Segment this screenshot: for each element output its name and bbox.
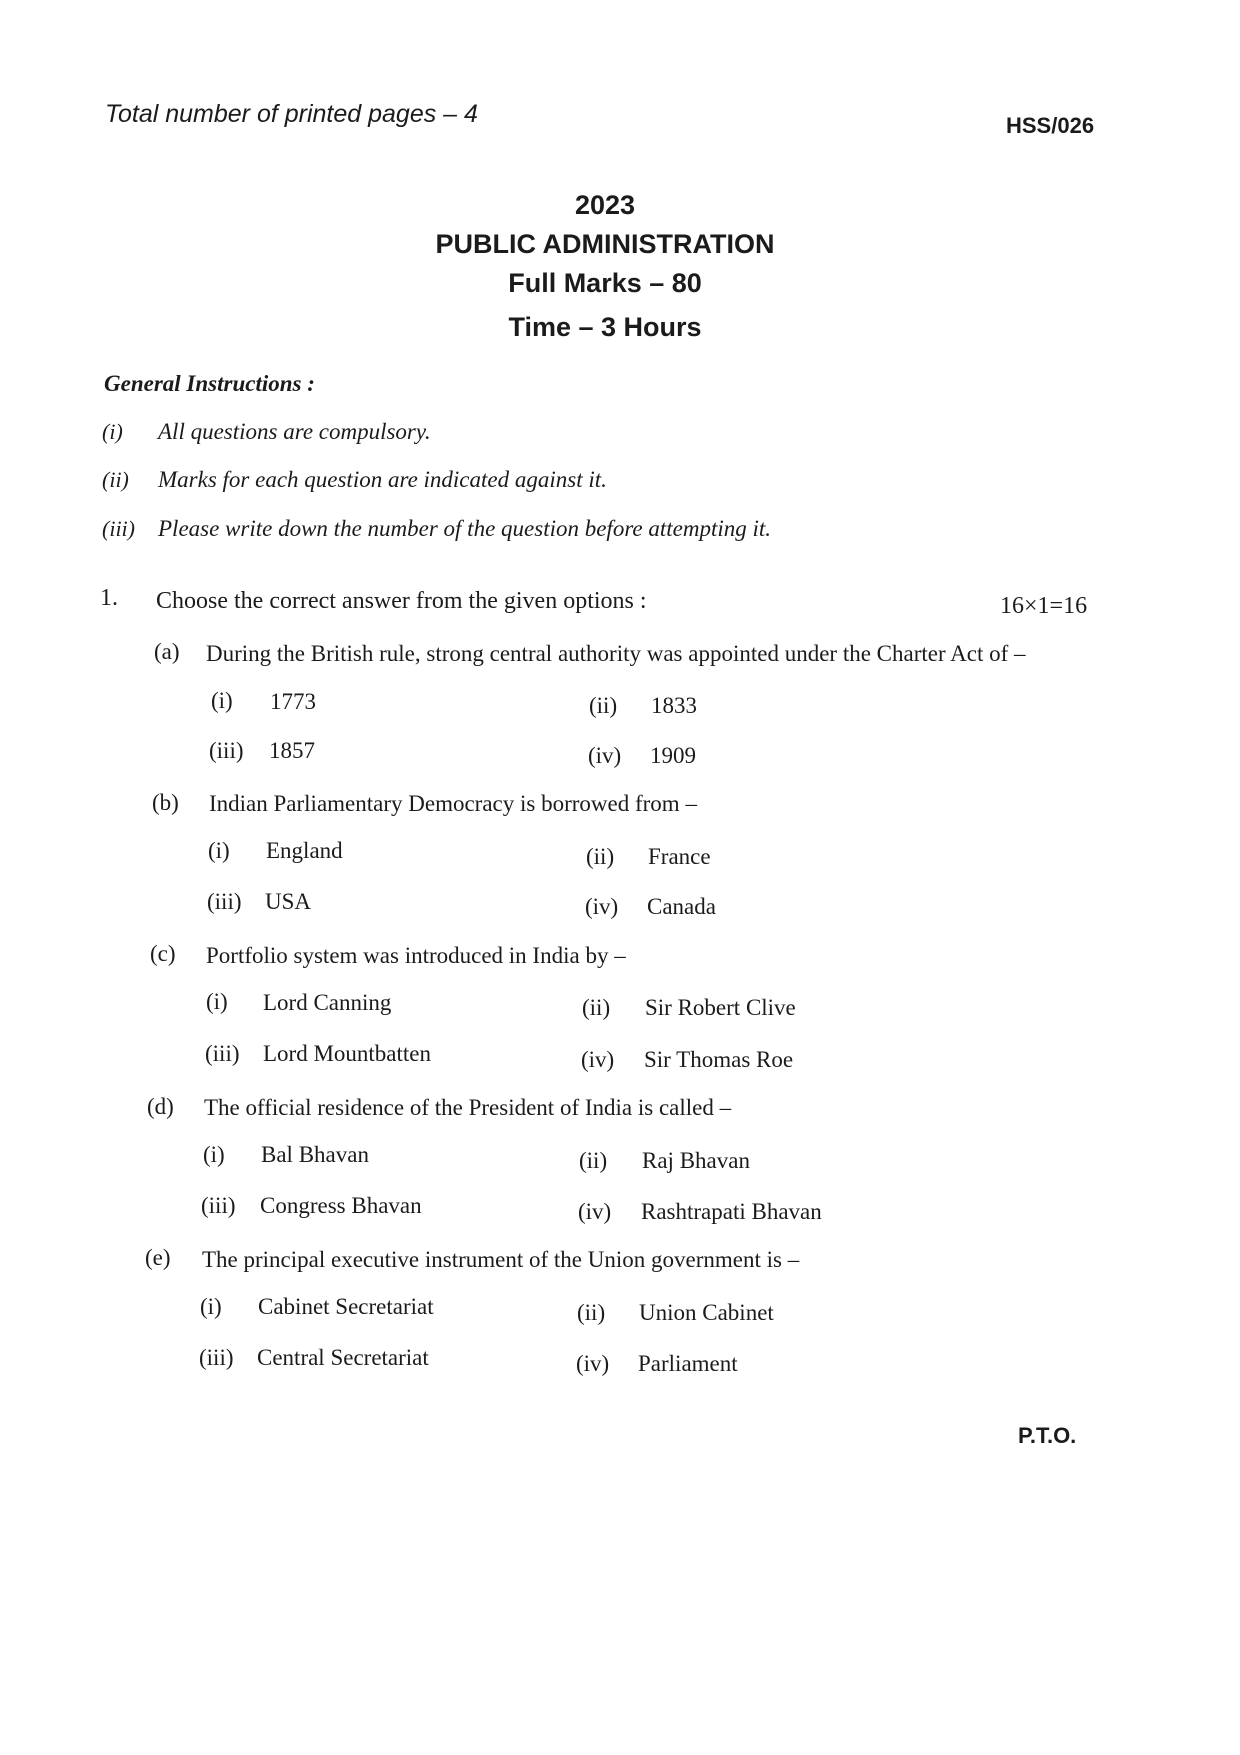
option-text: 1909 — [650, 743, 696, 768]
sub-question-text: Portfolio system was introduced in India by – — [206, 943, 626, 968]
option-label: (ii) — [579, 1148, 608, 1173]
option-text: 1833 — [651, 693, 697, 718]
sub-question-text: Indian Parliamentary Democracy is borrowed from – — [209, 791, 697, 816]
option-label: (ii) — [582, 995, 611, 1020]
sub-question-text: During the British rule, strong central authority was appointed under the Charter Act of – — [206, 641, 1026, 666]
option-label: (iv) — [578, 1199, 612, 1224]
option-label: (iii) — [209, 738, 244, 763]
sub-question-label: (d) — [147, 1094, 174, 1119]
instruction-text: All questions are compulsory. — [158, 419, 431, 444]
instruction-text: Please write down the number of the question before attempting it. — [158, 516, 772, 541]
option-label: (iv) — [585, 894, 619, 919]
paper-code: HSS/026 — [1006, 113, 1095, 138]
option-label: (iv) — [576, 1351, 610, 1376]
option-text: Bal Bhavan — [261, 1142, 369, 1167]
option-label: (i) — [200, 1294, 222, 1319]
option-text: USA — [265, 889, 312, 914]
option-text: Canada — [647, 894, 716, 919]
question-marks: 16×1=16 — [1000, 593, 1088, 619]
option-label: (i) — [203, 1142, 225, 1167]
option-text: Lord Canning — [263, 990, 392, 1015]
instruction-number: (i) — [102, 419, 123, 444]
option-label: (ii) — [589, 693, 618, 718]
sub-question-text: The official residence of the President of India is called – — [204, 1095, 732, 1120]
option-label: (i) — [206, 989, 228, 1014]
instruction-number: (ii) — [102, 467, 129, 492]
exam-year: 2023 — [574, 190, 636, 220]
option-label: (iii) — [201, 1193, 236, 1218]
printed-pages-note: Total number of printed pages – 4 — [105, 100, 478, 128]
option-label: (iii) — [205, 1041, 240, 1066]
option-text: Raj Bhavan — [642, 1148, 750, 1173]
sub-question-label: (a) — [154, 639, 180, 664]
option-text: 1773 — [270, 689, 316, 714]
option-text: Sir Thomas Roe — [644, 1047, 794, 1072]
option-label: (iv) — [581, 1047, 615, 1072]
option-label: (i) — [211, 688, 233, 713]
option-label: (ii) — [577, 1300, 606, 1325]
subject-title: PUBLIC ADMINISTRATION — [435, 229, 775, 259]
sub-question-label: (c) — [150, 941, 176, 966]
option-text: Parliament — [638, 1351, 738, 1376]
option-label: (iv) — [588, 743, 622, 768]
option-label: (iii) — [199, 1345, 234, 1370]
question-number: 1. — [100, 585, 118, 611]
option-text: Congress Bhavan — [260, 1193, 422, 1218]
full-marks: Full Marks – 80 — [508, 268, 702, 298]
option-text: England — [266, 838, 343, 863]
option-text: 1857 — [269, 738, 315, 763]
question-text: Choose the correct answer from the given options : — [156, 588, 647, 614]
sub-question-label: (b) — [152, 790, 179, 815]
sub-question-label: (e) — [145, 1245, 171, 1270]
option-text: Sir Robert Clive — [645, 995, 796, 1020]
instruction-number: (iii) — [102, 516, 135, 541]
option-text: Union Cabinet — [639, 1300, 774, 1325]
option-text: France — [648, 844, 711, 869]
time-allowed: Time – 3 Hours — [508, 312, 702, 342]
instruction-text: Marks for each question are indicated against it. — [158, 467, 607, 492]
option-text: Central Secretariat — [257, 1345, 429, 1370]
instructions-heading: General Instructions : — [104, 371, 315, 396]
option-label: (iii) — [207, 889, 242, 914]
option-label: (i) — [208, 838, 230, 863]
please-turn-over: P.T.O. — [1018, 1423, 1077, 1448]
option-text: Lord Mountbatten — [263, 1041, 431, 1066]
sub-question-text: The principal executive instrument of the Union government is – — [202, 1247, 800, 1272]
option-label: (ii) — [586, 844, 615, 869]
option-text: Rashtrapati Bhavan — [641, 1199, 822, 1224]
option-text: Cabinet Secretariat — [258, 1294, 434, 1319]
